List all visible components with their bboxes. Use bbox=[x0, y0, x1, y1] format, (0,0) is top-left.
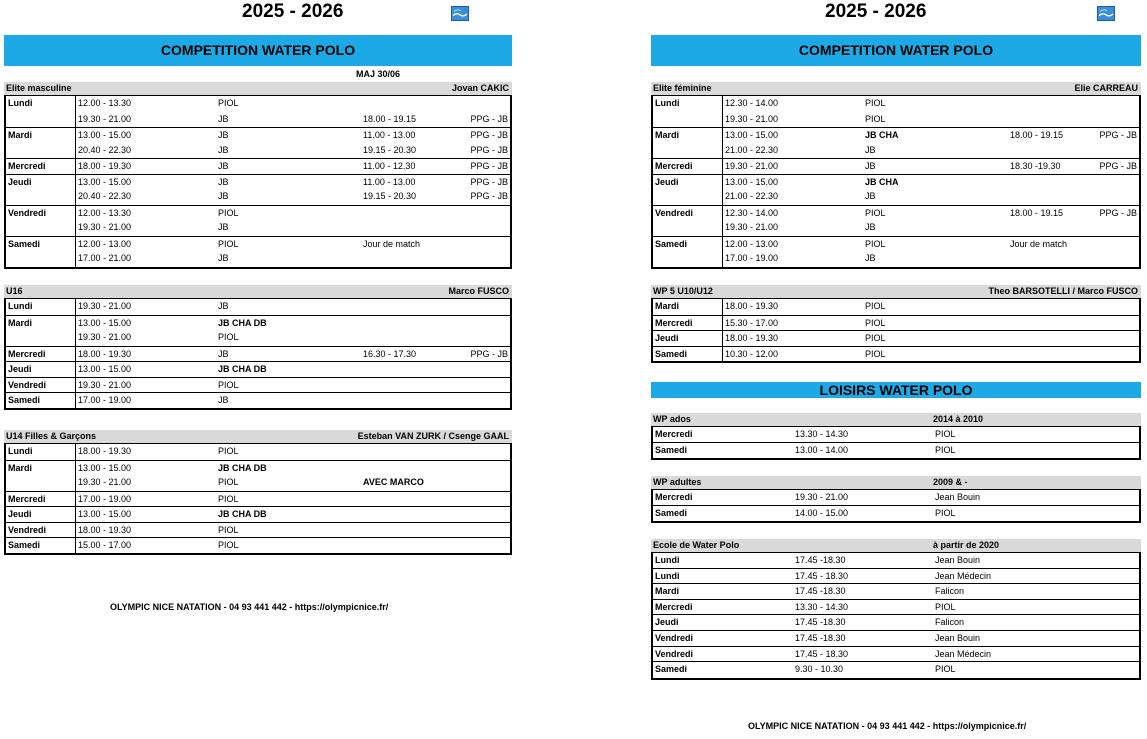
time-cell: 17.45 -18.30 bbox=[795, 617, 846, 628]
block-title: Elite féminine bbox=[653, 83, 712, 93]
time-cell: 13.00 - 14.00 bbox=[795, 444, 849, 455]
schedule-row bbox=[653, 506, 1139, 522]
time-cell: 19.30 - 21.00 bbox=[78, 332, 132, 342]
pool-cell: JB bbox=[865, 161, 876, 171]
schedule-row bbox=[6, 174, 510, 190]
schedule-row bbox=[6, 189, 510, 205]
place-cell: PIOL bbox=[935, 444, 956, 455]
pool-cell: PIOL bbox=[218, 477, 239, 487]
schedule-row bbox=[6, 444, 510, 460]
wp-ados-block bbox=[651, 413, 1141, 460]
block-title: Elite masculine bbox=[6, 83, 72, 93]
time-cell: 12.00 - 13.00 bbox=[725, 238, 779, 249]
schedule-row bbox=[6, 96, 510, 112]
pool-cell: PIOL bbox=[865, 348, 886, 359]
pool-cell: PIOL bbox=[865, 98, 886, 108]
schedule-row bbox=[653, 158, 1139, 174]
schedule-row bbox=[653, 112, 1139, 128]
pool-cell: PIOL bbox=[865, 317, 886, 328]
day-cell: Lundi bbox=[6, 444, 76, 460]
schedule-row bbox=[6, 112, 510, 128]
pool-cell: PIOL bbox=[218, 332, 239, 342]
block-title: WP adultes bbox=[653, 477, 702, 487]
block-years: à partir de 2020 bbox=[933, 540, 1000, 550]
day-cell: Jeudi bbox=[6, 507, 76, 522]
day-cell: Vendredi bbox=[655, 648, 694, 659]
day-cell: Mardi bbox=[653, 128, 723, 143]
pool-cell: PIOL bbox=[218, 238, 239, 249]
place-cell: PIOL bbox=[935, 429, 956, 439]
time-cell: 20.40 - 22.30 bbox=[78, 191, 132, 201]
time-cell: 17.00 - 19.00 bbox=[725, 253, 779, 263]
block-coach: Elie CARREAU bbox=[1074, 83, 1138, 93]
pool-cell: JB bbox=[218, 161, 229, 171]
extra-place-cell: PPG - JB bbox=[470, 130, 508, 140]
pool-cell: JB bbox=[865, 253, 876, 263]
pool-cell: JB bbox=[218, 130, 229, 140]
day-cell: Samedi bbox=[655, 444, 688, 455]
elite-feminine-block bbox=[651, 82, 1141, 269]
pool-cell: JB bbox=[865, 191, 876, 201]
schedule-row bbox=[653, 220, 1139, 236]
time-cell: 17.00 - 21.00 bbox=[78, 253, 132, 263]
time-cell: 19.30 - 21.00 bbox=[795, 492, 849, 502]
competition-banner-left: COMPETITION WATER POLO bbox=[4, 35, 512, 66]
time-cell: 12.00 - 13.30 bbox=[78, 98, 132, 108]
day-cell: Mardi bbox=[6, 316, 76, 331]
time-cell: 13.00 - 15.00 bbox=[78, 509, 132, 519]
pool-cell: JB bbox=[218, 395, 229, 405]
time-cell: 21.00 - 22.30 bbox=[725, 191, 779, 201]
extra-place-cell: PPG - JB bbox=[1099, 207, 1137, 218]
day-cell: Mardi bbox=[6, 128, 76, 143]
time-cell: 13.30 - 14.30 bbox=[795, 601, 849, 612]
time-cell: 20.40 - 22.30 bbox=[78, 144, 132, 155]
extra-time-cell: Jour de match bbox=[1010, 238, 1068, 249]
schedule-row bbox=[653, 427, 1139, 443]
pool-cell: JB bbox=[218, 301, 229, 311]
schedule-table bbox=[4, 298, 512, 410]
block-header bbox=[4, 82, 512, 95]
pool-cell: PIOL bbox=[218, 540, 239, 550]
day-cell: Mardi bbox=[655, 586, 680, 597]
day-cell bbox=[653, 220, 723, 236]
extra-time-cell: 18.00 - 19.15 bbox=[1010, 130, 1064, 140]
schedule-row bbox=[6, 330, 510, 346]
time-cell: 13.00 - 15.00 bbox=[725, 176, 779, 187]
time-cell: 13.00 - 15.00 bbox=[78, 130, 132, 140]
block-years: 2014 à 2010 bbox=[933, 414, 984, 424]
wp-adultes-block bbox=[651, 476, 1141, 523]
schedule-row bbox=[6, 315, 510, 331]
block-years: 2009 & - bbox=[933, 477, 968, 487]
extra-time-cell: 11.00 - 12.30 bbox=[363, 161, 416, 171]
time-cell: 17.00 - 19.00 bbox=[78, 395, 132, 405]
day-cell: Vendredi bbox=[6, 206, 76, 221]
schedule-row bbox=[6, 127, 510, 143]
time-cell: 19.30 - 21.00 bbox=[78, 301, 132, 311]
time-cell: 13.00 - 15.00 bbox=[78, 462, 132, 473]
pool-cell: JB CHA DB bbox=[218, 509, 267, 519]
schedule-row bbox=[653, 553, 1139, 569]
block-title: Ecole de Water Polo bbox=[653, 540, 740, 550]
pool-cell: PIOL bbox=[218, 524, 239, 535]
time-cell: 14.00 - 15.00 bbox=[795, 507, 849, 518]
day-cell: Mercredi bbox=[6, 159, 76, 174]
day-cell: Mercredi bbox=[655, 492, 693, 502]
extra-time-cell: Jour de match bbox=[363, 238, 421, 249]
time-cell: 18.00 - 19.30 bbox=[725, 301, 779, 311]
time-cell: 9.30 - 10.30 bbox=[795, 664, 844, 675]
schedule-row bbox=[653, 443, 1139, 459]
pool-cell: JB bbox=[218, 113, 229, 124]
place-cell: Jean Bouin bbox=[935, 555, 981, 565]
block-header bbox=[651, 82, 1141, 95]
schedule-table bbox=[4, 95, 512, 269]
time-cell: 15.00 - 17.00 bbox=[78, 540, 132, 550]
time-cell: 13.00 - 15.00 bbox=[78, 364, 132, 374]
club-logo-icon bbox=[451, 6, 469, 21]
time-cell: 18.00 - 19.30 bbox=[725, 333, 779, 343]
schedule-table bbox=[4, 443, 512, 555]
block-header bbox=[651, 476, 1141, 489]
schedule-row bbox=[6, 537, 510, 553]
place-cell: PIOL bbox=[935, 507, 956, 518]
day-cell bbox=[653, 251, 723, 267]
day-cell: Samedi bbox=[655, 664, 688, 675]
schedule-table bbox=[651, 95, 1141, 269]
schedule-table bbox=[651, 489, 1141, 523]
day-cell: Mardi bbox=[653, 299, 723, 315]
pool-cell: PIOL bbox=[865, 238, 886, 249]
schedule-row bbox=[6, 361, 510, 377]
schedule-row bbox=[6, 220, 510, 236]
day-cell: Mardi bbox=[6, 461, 76, 476]
schedule-row bbox=[653, 189, 1139, 205]
day-cell: Jeudi bbox=[6, 362, 76, 377]
place-cell: Jean Bouin bbox=[935, 492, 981, 502]
season-year-left: 2025 - 2026 bbox=[242, 1, 344, 22]
pool-cell: JB bbox=[218, 348, 229, 359]
extra-time-cell: 16.30 - 17.30 bbox=[363, 348, 417, 359]
schedule-row bbox=[653, 299, 1139, 315]
day-cell: Vendredi bbox=[655, 632, 694, 643]
block-coach: Jovan CAKIC bbox=[451, 83, 509, 93]
pool-cell: PIOL bbox=[865, 333, 886, 343]
time-cell: 19.30 - 21.00 bbox=[78, 222, 132, 232]
block-coach: Marco FUSCO bbox=[448, 286, 509, 296]
schedule-row bbox=[653, 647, 1139, 663]
day-cell: Mercredi bbox=[655, 601, 693, 612]
time-cell: 12.00 - 13.00 bbox=[78, 238, 132, 249]
extra-place-cell: PPG - JB bbox=[1099, 161, 1137, 171]
day-cell: Vendredi bbox=[6, 378, 76, 393]
schedule-row bbox=[653, 600, 1139, 616]
extra-time-cell: 18.00 - 19.15 bbox=[363, 113, 417, 124]
extra-time-cell: AVEC MARCO bbox=[363, 477, 424, 487]
schedule-table bbox=[651, 552, 1141, 680]
pool-cell: JB bbox=[218, 222, 229, 232]
day-cell: Samedi bbox=[6, 237, 76, 252]
day-cell: Lundi bbox=[6, 96, 76, 112]
schedule-row bbox=[653, 127, 1139, 143]
competition-banner-right: COMPETITION WATER POLO bbox=[651, 35, 1141, 66]
pool-cell: PIOL bbox=[218, 493, 239, 504]
extra-time-cell: 18.00 - 19.15 bbox=[1010, 207, 1064, 218]
pool-cell: JB CHA DB bbox=[218, 317, 267, 328]
extra-time-cell: 11.00 - 13.00 bbox=[363, 130, 416, 140]
day-cell: Mercredi bbox=[6, 492, 76, 507]
pool-cell: JB CHA DB bbox=[218, 462, 267, 473]
block-title: WP 5 U10/U12 bbox=[653, 286, 713, 296]
day-cell: Jeudi bbox=[6, 175, 76, 190]
extra-time-cell: 11.00 - 13.00 bbox=[363, 176, 416, 187]
day-cell bbox=[6, 189, 76, 205]
day-cell: Jeudi bbox=[653, 175, 723, 190]
extra-place-cell: PPG - JB bbox=[1099, 130, 1137, 140]
place-cell: Falicon bbox=[935, 617, 965, 628]
place-cell: Jean Bouin bbox=[935, 632, 981, 643]
day-cell bbox=[653, 143, 723, 159]
time-cell: 13.00 - 15.00 bbox=[78, 176, 132, 187]
schedule-row bbox=[6, 475, 510, 491]
schedule-row bbox=[6, 205, 510, 221]
extra-time-cell: 18.30 -19.30 bbox=[1010, 161, 1061, 171]
pool-cell: PIOL bbox=[865, 207, 886, 218]
loisirs-banner: LOISIRS WATER POLO bbox=[651, 382, 1141, 398]
schedule-row bbox=[653, 330, 1139, 346]
block-header bbox=[651, 285, 1141, 298]
time-cell: 19.30 - 21.00 bbox=[725, 113, 779, 124]
time-cell: 19.30 - 21.00 bbox=[78, 379, 132, 390]
pool-cell: PIOL bbox=[218, 379, 239, 390]
block-title: U16 bbox=[6, 286, 23, 296]
place-cell: PIOL bbox=[935, 664, 956, 675]
time-cell: 18.00 - 19.30 bbox=[78, 161, 132, 171]
schedule-row bbox=[653, 490, 1139, 506]
update-date: MAJ 30/06 bbox=[356, 69, 401, 79]
pool-cell: PIOL bbox=[218, 207, 239, 218]
time-cell: 18.00 - 19.30 bbox=[78, 524, 132, 535]
schedule-row bbox=[6, 158, 510, 174]
extra-place-cell: PPG - JB bbox=[470, 113, 508, 124]
time-cell: 21.00 - 22.30 bbox=[725, 144, 779, 155]
schedule-row bbox=[6, 506, 510, 522]
schedule-row bbox=[6, 460, 510, 476]
pool-cell: JB bbox=[218, 144, 229, 155]
extra-place-cell: PPG - JB bbox=[470, 161, 508, 171]
time-cell: 17.45 -18.30 bbox=[795, 586, 846, 597]
schedule-row bbox=[653, 236, 1139, 252]
schedule-row bbox=[653, 205, 1139, 221]
schedule-row bbox=[6, 251, 510, 267]
day-cell bbox=[6, 251, 76, 267]
pool-cell: JB bbox=[865, 144, 876, 155]
day-cell bbox=[6, 112, 76, 128]
place-cell: PIOL bbox=[935, 601, 956, 612]
block-header bbox=[4, 285, 512, 298]
wp5-block bbox=[651, 285, 1141, 363]
block-title: WP ados bbox=[653, 414, 691, 424]
extra-place-cell: PPG - JB bbox=[470, 176, 508, 187]
time-cell: 17.45 -18.30 bbox=[795, 555, 846, 565]
day-cell: Lundi bbox=[6, 299, 76, 315]
extra-place-cell: PPG - JB bbox=[470, 144, 508, 155]
day-cell: Vendredi bbox=[653, 206, 723, 221]
day-cell: Samedi bbox=[6, 393, 76, 408]
pool-cell: JB CHA bbox=[865, 130, 899, 140]
schedule-row bbox=[653, 346, 1139, 362]
day-cell: Lundi bbox=[655, 555, 680, 565]
time-cell: 19.30 - 21.00 bbox=[78, 113, 132, 124]
day-cell: Mercredi bbox=[6, 347, 76, 362]
schedule-row bbox=[653, 615, 1139, 631]
footer-left: OLYMPIC NICE NATATION - 04 93 441 442 - https://olympicnice.fr/ bbox=[110, 602, 389, 612]
time-cell: 12.30 - 14.00 bbox=[725, 207, 779, 218]
day-cell: Samedi bbox=[653, 347, 723, 362]
day-cell: Mercredi bbox=[655, 429, 693, 439]
schedule-row bbox=[6, 346, 510, 362]
pool-cell: PIOL bbox=[865, 301, 886, 311]
day-cell bbox=[653, 189, 723, 205]
time-cell: 15.30 - 17.00 bbox=[725, 317, 779, 328]
schedule-table bbox=[651, 298, 1141, 363]
schedule-row bbox=[6, 299, 510, 315]
pool-cell: JB bbox=[865, 222, 876, 232]
day-cell: Lundi bbox=[653, 96, 723, 112]
time-cell: 19.30 - 21.00 bbox=[725, 161, 779, 171]
day-cell: Jeudi bbox=[655, 617, 679, 628]
time-cell: 12.00 - 13.30 bbox=[78, 207, 132, 218]
schedule-row bbox=[653, 631, 1139, 647]
extra-time-cell: 19.15 - 20.30 bbox=[363, 191, 417, 201]
place-cell: Jean Médecin bbox=[935, 648, 992, 659]
day-cell bbox=[6, 143, 76, 159]
schedule-row bbox=[653, 662, 1139, 678]
schedule-row bbox=[6, 377, 510, 393]
block-header bbox=[651, 413, 1141, 426]
block-title: U14 Filles & Garçons bbox=[6, 431, 97, 441]
schedule-row bbox=[653, 569, 1139, 585]
block-coach: Esteban VAN ZURK / Csenge GAAL bbox=[357, 431, 509, 441]
pool-cell: JB bbox=[218, 253, 229, 263]
pool-cell: PIOL bbox=[218, 446, 239, 456]
day-cell: Lundi bbox=[655, 570, 680, 581]
schedule-row bbox=[653, 251, 1139, 267]
pool-cell: JB CHA bbox=[865, 176, 899, 187]
time-cell: 13.00 - 15.00 bbox=[725, 130, 779, 140]
time-cell: 19.30 - 21.00 bbox=[725, 222, 779, 232]
time-cell: 17.45 -18.30 bbox=[795, 632, 846, 643]
schedule-table bbox=[651, 426, 1141, 460]
u14-block bbox=[4, 430, 512, 555]
time-cell: 13.00 - 15.00 bbox=[78, 317, 132, 328]
schedule-row bbox=[653, 96, 1139, 112]
extra-time-cell: 19.15 - 20.30 bbox=[363, 144, 417, 155]
time-cell: 10.30 - 12.00 bbox=[725, 348, 779, 359]
pool-cell: JB CHA DB bbox=[218, 364, 267, 374]
day-cell bbox=[6, 330, 76, 346]
time-cell: 12.30 - 14.00 bbox=[725, 98, 779, 108]
day-cell: Samedi bbox=[655, 507, 688, 518]
extra-place-cell: PPG - JB bbox=[470, 348, 508, 359]
time-cell: 17.00 - 19.00 bbox=[78, 493, 132, 504]
footer-right: OLYMPIC NICE NATATION - 04 93 441 442 - https://olympicnice.fr/ bbox=[748, 721, 1027, 731]
time-cell: 18.00 - 19.30 bbox=[78, 446, 132, 456]
pool-cell: PIOL bbox=[865, 113, 886, 124]
place-cell: Falicon bbox=[935, 586, 965, 597]
day-cell: Jeudi bbox=[653, 331, 723, 346]
block-header bbox=[651, 539, 1141, 552]
elite-masculine-block bbox=[4, 82, 512, 269]
schedule-row bbox=[6, 392, 510, 408]
schedule-row bbox=[6, 491, 510, 507]
place-cell: Jean Médecin bbox=[935, 570, 992, 581]
day-cell: Mercredi bbox=[653, 159, 723, 174]
time-cell: 13.30 - 14.30 bbox=[795, 429, 849, 439]
u16-block bbox=[4, 285, 512, 410]
pool-cell: JB bbox=[218, 176, 229, 187]
schedule-row bbox=[6, 143, 510, 159]
time-cell: 17.45 - 18.30 bbox=[795, 648, 849, 659]
day-cell: Samedi bbox=[6, 538, 76, 553]
block-header bbox=[4, 430, 512, 443]
day-cell bbox=[653, 112, 723, 128]
day-cell: Vendredi bbox=[6, 523, 76, 538]
day-cell bbox=[6, 220, 76, 236]
time-cell: 18.00 - 19.30 bbox=[78, 348, 132, 359]
club-logo-icon bbox=[1097, 6, 1115, 21]
schedule-row bbox=[6, 522, 510, 538]
schedule-row bbox=[653, 143, 1139, 159]
pool-cell: PIOL bbox=[218, 98, 239, 108]
time-cell: 17.45 - 18.30 bbox=[795, 570, 849, 581]
schedule-row bbox=[653, 584, 1139, 600]
day-cell: Samedi bbox=[653, 237, 723, 252]
day-cell: Mercredi bbox=[653, 316, 723, 331]
ecole-water-polo-block bbox=[651, 539, 1141, 680]
schedule-row bbox=[653, 315, 1139, 331]
extra-place-cell: PPG - JB bbox=[470, 191, 508, 201]
block-coach: Theo BARSOTELLI / Marco FUSCO bbox=[988, 286, 1138, 296]
pool-cell: JB bbox=[218, 191, 229, 201]
schedule-row bbox=[653, 174, 1139, 190]
time-cell: 19.30 - 21.00 bbox=[78, 477, 132, 487]
season-year-right: 2025 - 2026 bbox=[825, 1, 927, 22]
day-cell bbox=[6, 475, 76, 491]
schedule-row bbox=[6, 236, 510, 252]
